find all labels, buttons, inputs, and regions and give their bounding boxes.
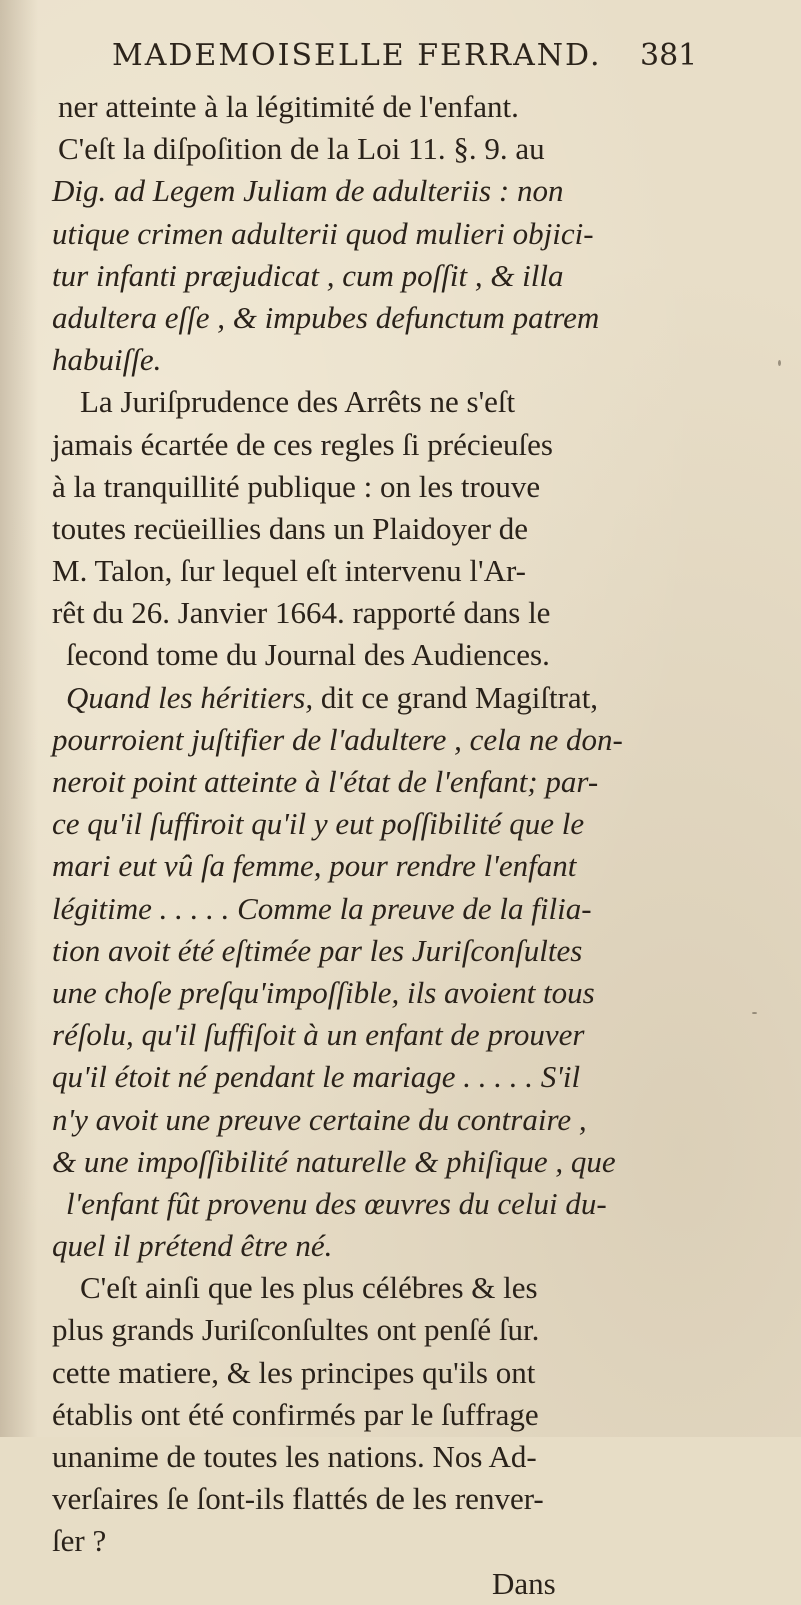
text-line	[52, 466, 742, 508]
text-line	[52, 86, 742, 128]
text-line-content: n'y avoit une preuve certaine du contraire ,	[52, 1101, 587, 1137]
text-line-content: qu'il étoit né pendant le mariage . . . . . S'il	[52, 1059, 581, 1095]
text-line	[52, 213, 742, 255]
text-line-italic-part: Quand les héritiers,	[66, 679, 314, 715]
text-line-content: C'eſt la diſpoſition de la Loi 11. §. 9. au	[58, 131, 545, 167]
text-line	[52, 381, 742, 423]
text-line	[52, 1099, 742, 1141]
text-line-content: ſer ?	[52, 1523, 107, 1559]
text-line	[52, 1309, 742, 1351]
text-line	[52, 550, 742, 592]
page-header	[0, 38, 801, 78]
text-line-content: La Juriſprudence des Arrêts ne s'eſt	[80, 384, 516, 420]
text-line-content: rêt du 26. Janvier 1664. rapporté dans le	[52, 595, 551, 631]
text-line	[52, 1394, 742, 1436]
text-line	[52, 297, 742, 339]
text-line	[52, 1352, 742, 1394]
text-line	[52, 719, 742, 761]
text-line-content: neroit point atteinte à l'état de l'enfant; par-	[52, 764, 599, 799]
page-gutter-shadow	[0, 0, 38, 1437]
text-line	[52, 1014, 742, 1056]
page-number: 381	[640, 38, 698, 73]
text-line-content: l'enfant fût provenu des œuvres du celui du-	[66, 1185, 607, 1221]
text-line	[52, 1436, 742, 1478]
text-line-content: M. Talon, ſur lequel eſt intervenu l'Ar-	[52, 553, 526, 589]
text-line-content: réſolu, qu'il ſuffiſoit à un enfant de prouver	[52, 1017, 585, 1053]
text-line-content: C'eſt ainſi que les plus célébres & les	[80, 1270, 538, 1306]
text-line	[52, 592, 742, 634]
text-line	[52, 888, 742, 930]
text-line-content: unanime de toutes les nations. Nos Ad-	[52, 1439, 537, 1474]
text-line	[52, 339, 742, 381]
text-line-content: adultera eſſe , & impubes defunctum patrem	[52, 299, 600, 335]
text-line	[52, 1225, 742, 1267]
text-line-content: ſecond tome du Journal des Audiences.	[66, 637, 550, 673]
text-line	[52, 1141, 742, 1183]
text-line	[52, 1520, 742, 1562]
text-line	[52, 508, 742, 550]
text-line	[52, 255, 742, 297]
text-line	[52, 634, 742, 676]
text-line-content: cette matiere, & les principes qu'ils ont	[52, 1354, 536, 1390]
text-line	[52, 1267, 742, 1309]
text-line-content: établis ont été confirmés par le ſuffrage	[52, 1396, 539, 1432]
text-line-content: jamais écartée de ces regles ſi précieuſes	[52, 426, 553, 462]
text-line-content: Dig. ad Legem Juliam de adulteriis : non	[52, 173, 564, 209]
text-line-content: mari eut vû ſa femme, pour rendre l'enfant	[52, 848, 577, 884]
paper-speck	[752, 1012, 757, 1014]
text-line-content: utique crimen adulterii quod mulieri objici-	[52, 215, 594, 251]
text-line-content: tion avoit été eſtimée par les Juriſconſultes	[52, 932, 583, 968]
text-line	[52, 128, 742, 170]
text-line	[52, 803, 742, 845]
text-line	[52, 845, 742, 887]
text-line-content: quel il prétend être né.	[52, 1228, 333, 1264]
text-line	[52, 1056, 742, 1098]
catchword: Dans	[492, 1565, 556, 1601]
paper-speck	[778, 360, 781, 366]
text-line-content: une choſe preſqu'impoſſible, ils avoient tous	[52, 974, 595, 1010]
text-line-content: verſaires ſe ſont-ils flattés de les renver-	[52, 1481, 544, 1517]
body-text	[52, 86, 742, 1605]
text-line-content: plus grands Juriſconſultes ont penſé ſur.	[52, 1312, 540, 1348]
text-line	[52, 761, 742, 803]
text-line	[52, 1478, 742, 1520]
text-line-content: à la tranquillité publique : on les trouve	[52, 468, 541, 504]
text-line	[52, 170, 742, 212]
text-line-content: tur infanti præjudicat , cum poſſit , & illa	[52, 257, 564, 293]
text-line	[52, 424, 742, 466]
text-line-content: pourroient juſtifier de l'adultere , cela ne don-	[52, 721, 623, 757]
text-line	[52, 1183, 742, 1225]
text-line	[52, 972, 742, 1014]
text-line-content: & une impoſſibilité naturelle & phiſique , que	[52, 1143, 616, 1179]
text-line	[52, 930, 742, 972]
text-line-content: ce qu'il ſuffiroit qu'il y eut poſſibilité que le	[52, 806, 585, 842]
text-line-content: ner atteinte à la légitimité de l'enfant.	[58, 89, 519, 124]
text-line-content: toutes recüeillies dans un Plaidoyer de	[52, 510, 529, 546]
text-line-content: légitime . . . . . Comme la preuve de la filia-	[52, 890, 592, 926]
text-line	[52, 677, 742, 719]
running-title: MADEMOISELLE FERRAND.	[112, 38, 602, 73]
text-line-content: habuiſſe.	[52, 342, 162, 378]
text-line-roman-part: dit ce grand Magiſtrat,	[313, 679, 599, 715]
